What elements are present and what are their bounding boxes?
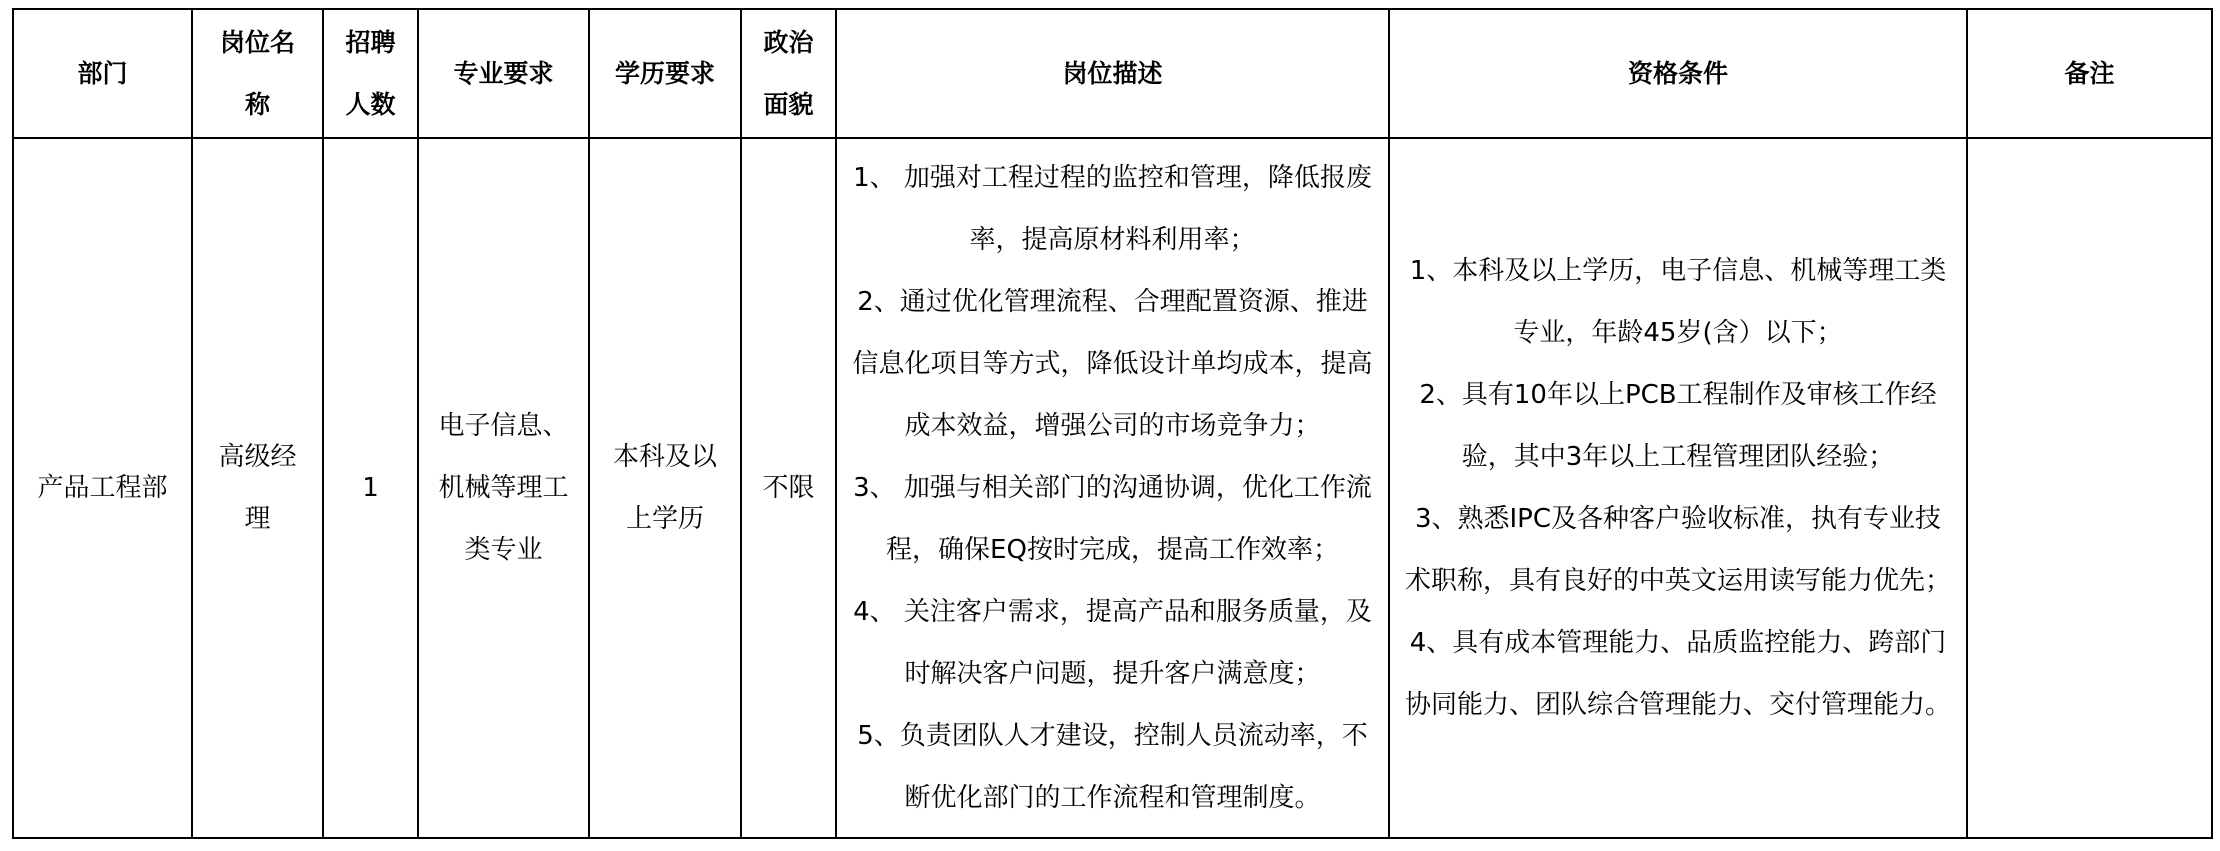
- description-item-3: 3、 加强与相关部门的沟通协调，优化工作流程，确保EQ按时完成，提高工作效率；: [853, 473, 1372, 565]
- qualification-item-3: 3、熟悉IPC及各种客户验收标准，执有专业技术职称，具有良好的中英文运用读写能力优先；: [1404, 504, 1951, 596]
- qualification-item-4: 4、具有成本管理能力、品质监控能力、跨部门协同能力、团队综合管理能力、交付管理能力。: [1404, 628, 1951, 720]
- header-row: [13, 9, 2212, 138]
- header-remarks: 备注: [1967, 9, 2212, 138]
- header-position: 岗位名称: [192, 9, 323, 138]
- description-item-2: 2、通过优化管理流程、合理配置资源、推进信息化项目等方式，降低设计单均成本，提高成本效益，增强公司的市场竞争力；: [852, 287, 1373, 441]
- cell-headcount: 1: [323, 138, 418, 838]
- cell-major: 电子信息、机械等理工类专业: [418, 138, 589, 838]
- cell-description: [836, 138, 1389, 838]
- cell-qualification: [1389, 138, 1967, 838]
- header-department: 部门: [13, 9, 192, 138]
- header-description: 岗位描述: [836, 9, 1389, 138]
- cell-education: 本科及以上学历: [589, 138, 741, 838]
- cell-position: 高级经理: [192, 138, 323, 838]
- cell-political: 不限: [741, 138, 836, 838]
- qualification-item-1: 1、本科及以上学历，电子信息、机械等理工类专业，年龄45岁(含）以下；: [1409, 256, 1947, 348]
- header-qualification: 资格条件: [1389, 9, 1967, 138]
- header-major: 专业要求: [418, 9, 589, 138]
- description-item-5: 5、负责团队人才建设，控制人员流动率，不断优化部门的工作流程和管理制度。: [857, 721, 1368, 813]
- cell-department: 产品工程部: [13, 138, 192, 838]
- description-item-1: 1、 加强对工程过程的监控和管理，降低报废率，提高原材料利用率；: [853, 163, 1372, 255]
- qualification-item-2: 2、具有10年以上PCB工程制作及审核工作经验，其中3年以上工程管理团队经验；: [1419, 380, 1937, 472]
- job-posting-table: [12, 8, 2213, 839]
- header-headcount: 招聘人数: [323, 9, 418, 138]
- header-education: 学历要求: [589, 9, 741, 138]
- cell-remarks: [1967, 138, 2212, 838]
- header-political: 政治面貌: [741, 9, 836, 138]
- table-row: [13, 138, 2212, 838]
- description-item-4: 4、 关注客户需求，提高产品和服务质量，及时解决客户问题，提升客户满意度；: [853, 597, 1372, 689]
